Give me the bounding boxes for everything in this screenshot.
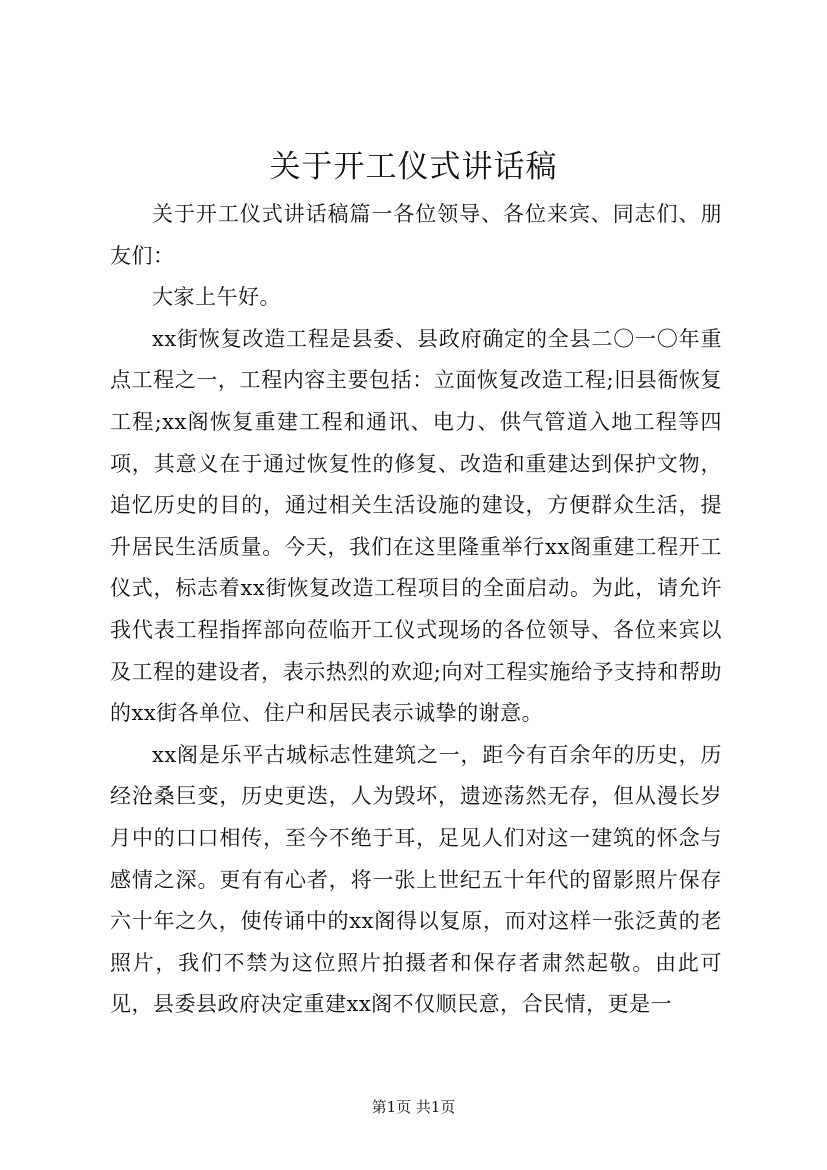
document-title: 关于开工仪式讲话稿: [269, 149, 558, 185]
paragraph-history: xx阁是乐平古城标志性建筑之一，距今有百余年的历史，历经沧桑巨变，历史更迭，人为毁坏，遗迹荡然无存，但从漫长岁月中的口口相传，至今不绝于耳，足见人们对这一建筑的怀念与感情之深。更有有心者，将一张上世纪五十年代的留影照片保存六十年之久，使传诵中的xx阁得以复原，而对这样一张泛黄的老照片，我们不禁为这位照片拍摄者和保存者肃然起敬。由此可见，县委县政府决定重建xx阁不仅顺民意，合民情，更是一: [110, 742, 722, 1017]
document-body: [110, 194, 722, 1026]
paragraph-salutation: 大家上午好。: [152, 285, 281, 310]
paragraph-project-overview: xx街恢复改造工程是县委、县政府确定的全县二〇一〇年重点工程之一，工程内容主要包括：立面恢复改造工程;旧县衙恢复工程;xx阁恢复重建工程和通讯、电力、供气管道入地工程等四项，其意义在于通过恢复性的修复、改造和重建达到保护文物，追忆历史的目的，通过相关生活设施的建设，方便群众生活，提升居民生活质量。今天，我们在这里隆重举行xx阁重建工程开工仪式，标志着xx街恢复改造工程项目的全面启动。为此，请允许我代表工程指挥部向莅临开工仪式现场的各位领导、各位来宾以及工程的建设者，表示热烈的欢迎;向对工程实施给予支持和帮助的xx街各单位、住户和居民表示诚挚的谢意。: [110, 326, 722, 726]
paragraph-greeting: 关于开工仪式讲话稿篇一各位领导、各位来宾、同志们、朋友们：: [110, 202, 722, 268]
page-number-footer: 第1页 共1页: [371, 1098, 456, 1116]
